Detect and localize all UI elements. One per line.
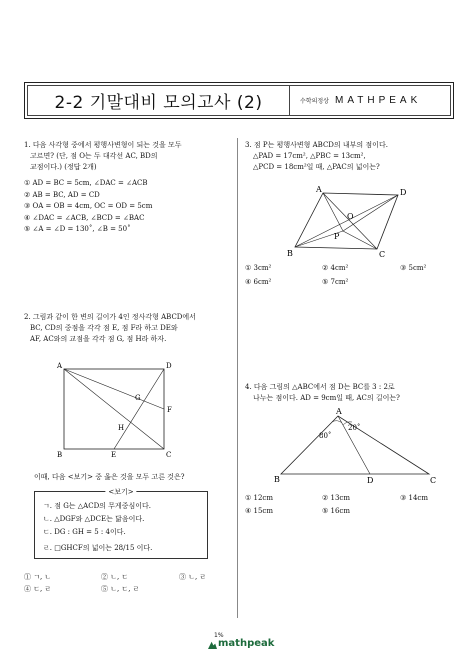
q2-prompt: 이때, 다음 <보기> 중 옳은 것을 모두 고른 것은? [34, 473, 185, 481]
header-inner [27, 85, 451, 116]
footer-logo-text: mathpeak [218, 638, 275, 649]
q3-line-2: △PAD = 17cm², △PBC = 13cm², [253, 152, 366, 160]
q3-choice-5[interactable]: ⑤ 7cm² [322, 278, 349, 286]
q1-line-3: 교점이다.) (정답 2개) [30, 163, 97, 171]
q1-choice-3[interactable]: ③ OA = OB = 4cm, OC = OD = 5cm [24, 202, 153, 210]
q3-label-d: D [400, 188, 407, 197]
question-2 [24, 312, 196, 345]
q4-triangle-figure [272, 408, 447, 488]
q4-choice-5[interactable]: ⑤ 16cm [322, 507, 350, 515]
q1-choice-5[interactable]: ⑤ ∠A = ∠D = 130˚, ∠B = 50˚ [24, 225, 131, 233]
q3-line-1: 3. 점 P는 평행사변형 ABCD의 내부의 점이다. [245, 141, 388, 149]
q3-label-b: B [287, 249, 293, 258]
q2-choice-2[interactable]: ② ㄴ, ㄷ [101, 573, 129, 581]
page-title: 2-2 기말대비 모의고사 (2) [28, 86, 290, 115]
q4-choice-3[interactable]: ③ 14cm [400, 494, 428, 502]
q2-label-c: C [166, 451, 172, 459]
q3-label-p: P [334, 232, 340, 241]
q3-choice-2[interactable]: ② 4cm² [322, 264, 349, 272]
q4-choices [245, 494, 465, 524]
q4-choice-1[interactable]: ① 12cm [245, 494, 273, 502]
q3-choice-4[interactable]: ④ 6cm² [245, 278, 272, 286]
brand-name: MATHPEAK [334, 95, 422, 106]
q4-label-b: B [274, 475, 280, 484]
q4-line-1: 4. 다음 그림의 △ABC에서 점 D는 BC를 3 : 2로 [245, 383, 395, 391]
q3-label-a: A [316, 185, 322, 194]
q3-choice-1[interactable]: ① 3cm² [245, 264, 272, 272]
q2-choice-1[interactable]: ① ㄱ, ㄴ [24, 573, 52, 581]
q1-choices [24, 178, 152, 236]
q2-box [34, 488, 208, 559]
q1-choice-4[interactable]: ④ ∠DAC = ∠ACB, ∠BCD = ∠BAC [24, 213, 145, 222]
q1-choice-2[interactable]: ② AB = BC, AD = CD [24, 190, 100, 199]
q4-label-c: C [430, 476, 437, 485]
header-box [24, 82, 454, 119]
q2-line-1: 2. 그림과 같이 한 변의 길이가 4인 정사각형 ABCD에서 [24, 313, 196, 321]
q2-label-d: D [166, 362, 172, 370]
q4-line-2: 나누는 점이다. AD = 9cm일 때, AC의 길이는? [253, 394, 400, 402]
q2-choice-5[interactable]: ⑤ ㄴ, ㄷ, ㄹ [101, 585, 140, 593]
question-1 [24, 140, 182, 173]
question-3 [245, 140, 388, 173]
mountain-icon [208, 640, 217, 649]
q3-parallelogram-figure [285, 183, 415, 263]
q2-choices [24, 572, 234, 602]
header-brand [290, 86, 450, 115]
q3-line-3: △PCD = 18cm²일 때, △PAC의 넓이는? [253, 163, 380, 171]
q3-choices [245, 264, 465, 294]
q4-angle-20: 20˚ [348, 424, 361, 432]
q3-label-c: C [379, 250, 386, 259]
q2-square-figure [55, 360, 180, 460]
q1-choice-1[interactable]: ① AD = BC = 5cm, ∠DAC = ∠ACB [24, 179, 148, 187]
q2-label-b: B [57, 451, 63, 459]
q2-choice-4[interactable]: ④ ㄷ, ㄹ [24, 585, 52, 593]
q2-line-3: AF, AC와의 교점을 각각 점 G, 점 H라 하자. [30, 335, 167, 343]
q2-choice-3[interactable]: ③ ㄴ, ㄹ [179, 573, 207, 581]
q2-label-a: A [57, 362, 63, 370]
footer-logo-small: 1% [214, 632, 224, 639]
q4-choice-4[interactable]: ④ 15cm [245, 507, 273, 515]
q2-box-line-4: ㄹ. □GHCF의 넓이는 28/15 이다. [43, 544, 153, 552]
q4-choice-2[interactable]: ② 13cm [322, 494, 350, 502]
q2-box-line-2: ㄴ. △DGF와 △DCE는 닮음이다. [43, 515, 145, 523]
q2-box-title: <보기> [105, 487, 136, 497]
q2-line-2: BC, CD의 중점을 각각 점 E, 점 F라 하고 DE와 [30, 324, 178, 332]
q2-label-h: H [118, 424, 125, 432]
q4-label-a: A [336, 408, 342, 416]
q2-label-e: E [111, 451, 117, 459]
q2-label-g: G [135, 394, 141, 402]
q4-angle-80: 80˚ [319, 432, 332, 440]
column-divider [237, 138, 238, 618]
q3-choice-3[interactable]: ③ 5cm² [400, 264, 427, 272]
q2-box-line-3: ㄷ. DG : GH = 5 : 4이다. [43, 528, 126, 536]
q1-line-2: 고르면? (단, 점 O는 두 대각선 AC, BD의 [30, 152, 158, 160]
q2-box-line-1: ㄱ. 점 G는 △ACD의 무게중심이다. [43, 502, 151, 510]
q1-line-1: 1. 다음 사각형 중에서 평행사변형이 되는 것을 모두 [24, 141, 182, 149]
q2-label-f: F [167, 406, 172, 414]
q4-label-d: D [367, 476, 374, 485]
q3-label-o: O [347, 212, 354, 221]
question-4 [245, 382, 400, 404]
brand-small-text: 수학의정상 [300, 98, 329, 105]
